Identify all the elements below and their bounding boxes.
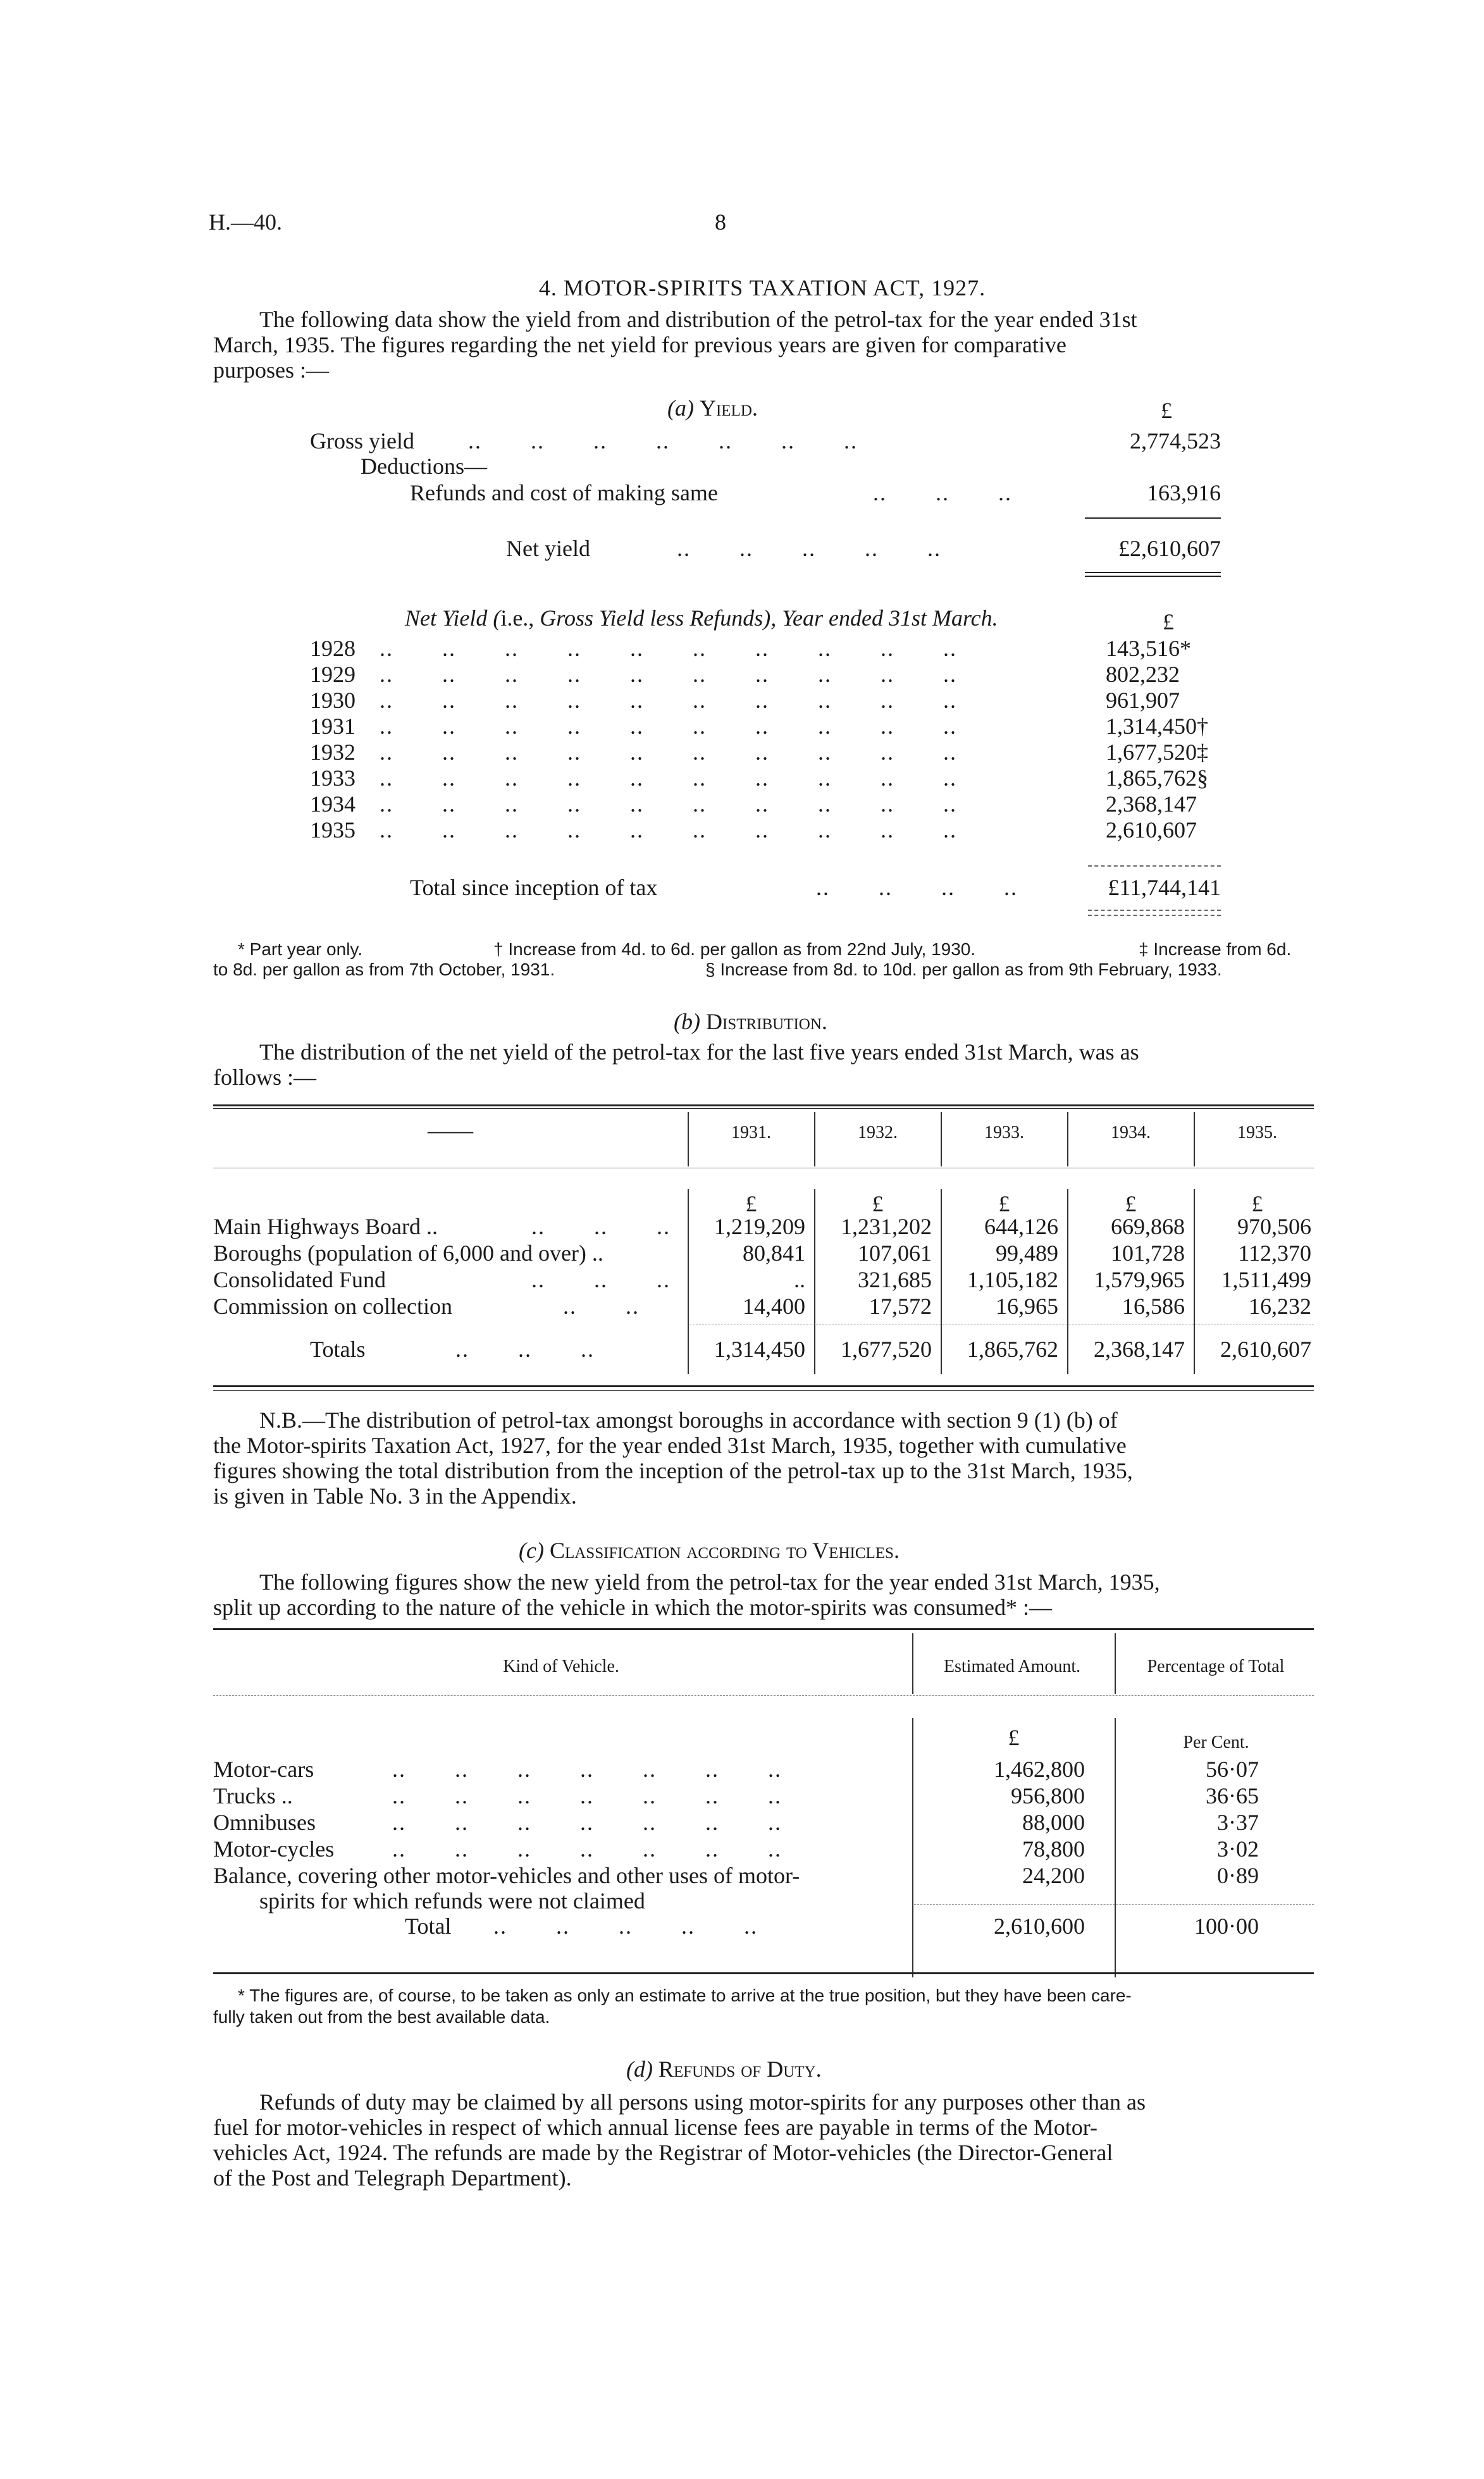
balance-amount: 24,200: [1022, 1863, 1085, 1888]
vehicle-amount: 88,000: [1022, 1810, 1085, 1835]
table-top-rule: [213, 1108, 1314, 1109]
distribution-cell: 14,400: [743, 1294, 805, 1319]
footnote: § Increase from 8d. to 10d. per gallon as from 9th February, 1933.: [705, 960, 1222, 979]
vehicle-kind: Motor-cycles: [213, 1836, 335, 1862]
column-rule: [912, 1718, 913, 1977]
distribution-row-label: Main Highways Board ..: [213, 1214, 438, 1239]
vehicle-amount: 78,800: [1022, 1836, 1085, 1862]
refunds-value: 163,916: [1147, 480, 1221, 505]
distribution-cell: 1,511,499: [1221, 1267, 1311, 1292]
history-year: 1930: [310, 688, 356, 713]
gross-yield-label: Gross yield: [310, 428, 414, 454]
col-estimated-amount: Estimated Amount.: [943, 1657, 1081, 1676]
distribution-cell: 16,965: [996, 1294, 1058, 1319]
dot-leader: .. .. .. .. .. .. .. .. .. ..: [380, 817, 957, 843]
distribution-total-cell: 1,865,762: [967, 1337, 1058, 1362]
yield-currency: £: [1161, 398, 1172, 423]
vehicle-kind: Trucks ..: [213, 1783, 293, 1808]
distribution-cell: 101,728: [1111, 1240, 1185, 1266]
history-year: 1935: [310, 817, 356, 843]
distribution-heading: (b) Distribution.: [674, 1009, 827, 1034]
footnote: * Part year only.: [238, 939, 363, 959]
column-rule: [1194, 1189, 1195, 1374]
dot-leader: .. .. ..: [531, 1214, 671, 1239]
distribution-currency: £: [745, 1191, 757, 1216]
history-year: 1929: [310, 662, 356, 687]
vehicle-amount: 956,800: [1011, 1783, 1085, 1808]
vehicle-amount: 1,462,800: [994, 1757, 1085, 1782]
history-currency: £: [1163, 609, 1174, 634]
history-year: 1933: [310, 765, 356, 791]
distribution-year-header: 1932.: [858, 1123, 898, 1142]
distribution-cell: 321,685: [858, 1267, 932, 1292]
distribution-total-cell: 1,314,450: [714, 1337, 805, 1362]
history-value: 802,232: [1106, 662, 1180, 687]
section-title: 4. MOTOR-SPIRITS TAXATION ACT, 1927.: [538, 275, 986, 300]
distribution-row-label: Commission on collection: [213, 1294, 452, 1319]
vehicle-kind: Motor-cars: [213, 1757, 314, 1782]
dot-leader: .. .. .. .. .. .. .. .. .. ..: [380, 739, 957, 765]
dot-leader: .. .. .. .. .. .. ..: [392, 1757, 782, 1782]
subtotal-rule: [1085, 517, 1221, 519]
nb-paragraph: figures showing the total distribution from the inception of the petrol-tax up to the 31st March, 1935,: [213, 1458, 1133, 1483]
total-since-inception-value: £11,744,141: [1108, 875, 1221, 900]
amount-currency: £: [1008, 1725, 1020, 1750]
vehicle-kind: Omnibuses: [213, 1810, 316, 1835]
balance-pct: 0·89: [1217, 1863, 1259, 1888]
distribution-intro: follows :—: [213, 1065, 317, 1090]
distribution-intro: The distribution of the net yield of the petrol-tax for the last five years ended 31st March, was as: [259, 1039, 1139, 1065]
column-rule: [1115, 1718, 1116, 1977]
table-bottom-rule: [213, 1972, 1314, 1974]
distribution-cell: 99,489: [996, 1240, 1058, 1266]
distribution-total-cell: 1,677,520: [841, 1337, 932, 1362]
double-rule: [1085, 576, 1221, 577]
refunds-heading: (d) Refunds of Duty.: [626, 2056, 822, 2082]
deductions-label: Deductions—: [361, 454, 487, 479]
distribution-cell: 1,231,202: [841, 1214, 932, 1239]
dot-leader: .. .. .. .. .. .. .. .. .. ..: [380, 636, 957, 661]
table-bottom-rule: [213, 1385, 1314, 1387]
page-number: 8: [715, 209, 726, 235]
distribution-year-header: 1933.: [984, 1123, 1024, 1142]
net-yield-value: £2,610,607: [1118, 536, 1221, 561]
footnote: to 8d. per gallon as from 7th October, 1931.: [213, 960, 555, 979]
dot-leader: .. .. .. .. .. .. ..: [392, 1810, 782, 1835]
nb-paragraph: N.B.—The distribution of petrol-tax amongst boroughs in accordance with section 9 (1) (b) of: [259, 1407, 1118, 1433]
refunds-label: Refunds and cost of making same: [410, 480, 718, 505]
history-year: 1928: [310, 636, 356, 661]
distribution-cell: 669,868: [1111, 1214, 1185, 1239]
distribution-total-cell: 2,610,607: [1220, 1337, 1311, 1362]
distribution-cell: 17,572: [869, 1294, 932, 1319]
classification-footnote: * The figures are, of course, to be taken as only an estimate to arrive at the true position, but they have been care-: [238, 1986, 1132, 2005]
history-value: 2,368,147: [1106, 791, 1197, 817]
table-bottom-rule: [213, 1390, 1314, 1391]
dot-leader: .. .. ..: [873, 480, 1012, 505]
distribution-row-label: Boroughs (population of 6,000 and over) ..: [213, 1240, 603, 1266]
classification-total-pct: 100·00: [1194, 1913, 1259, 1939]
column-rule: [1067, 1189, 1068, 1374]
dot-leader: .. .. .. .. .. .. ..: [468, 428, 858, 454]
refunds-paragraph: Refunds of duty may be claimed by all persons using motor-spirits for any purposes other than as: [259, 2089, 1146, 2115]
vehicle-pct: 36·65: [1206, 1783, 1259, 1808]
dot-leader: .. .. .. .. .. .. .. .. .. ..: [380, 765, 957, 791]
distribution-year-header: 1931.: [731, 1123, 771, 1142]
history-year: 1934: [310, 791, 356, 817]
table-top-rule: [213, 1628, 1314, 1630]
gross-yield-value: 2,774,523: [1130, 428, 1221, 454]
distribution-cell: 644,126: [984, 1214, 1058, 1239]
nb-paragraph: the Motor-spirits Taxation Act, 1927, for the year ended 31st March, 1935, together with cumulative: [213, 1433, 1127, 1458]
column-rule: [688, 1112, 689, 1166]
distribution-cell: 107,061: [858, 1240, 932, 1266]
column-rule: [941, 1189, 942, 1374]
dot-leader: .. .. .. .. .. .. .. .. .. ..: [380, 714, 957, 739]
distribution-cell: ..: [794, 1267, 805, 1292]
intro-line: The following data show the yield from and distribution of the petrol-tax for the year ended 31st: [259, 307, 1137, 332]
distribution-currency: £: [998, 1191, 1010, 1216]
col-kind-of-vehicle: Kind of Vehicle.: [503, 1657, 619, 1676]
column-rule: [1194, 1112, 1195, 1166]
distribution-total-cell: 2,368,147: [1094, 1337, 1185, 1362]
column-rule: [1067, 1112, 1068, 1166]
vehicle-pct: 56·07: [1206, 1757, 1259, 1782]
dot-leader: .. .. .. .. .. .. .. .. .. ..: [380, 791, 957, 817]
table-top-rule: [213, 1104, 1314, 1106]
history-value: 2,610,607: [1106, 817, 1197, 843]
report-code: H.—40.: [209, 209, 282, 235]
dot-leader: .. .. .. .. .. .. .. .. .. ..: [380, 688, 957, 713]
distribution-year-header: 1935.: [1237, 1123, 1277, 1142]
history-year: 1931: [310, 714, 356, 739]
dot-leader: .. .. .. .. .. .. .. .. .. ..: [380, 662, 957, 687]
history-value: 1,865,762§: [1106, 765, 1208, 791]
history-value: 1,314,450†: [1106, 714, 1208, 739]
history-value: 961,907: [1106, 688, 1180, 713]
distribution-cell: 80,841: [743, 1240, 805, 1266]
history-value: 1,677,520‡: [1106, 739, 1208, 765]
balance-label: Balance, covering other motor-vehicles and other uses of motor-: [213, 1863, 800, 1888]
history-year: 1932: [310, 739, 356, 765]
intro-line: purposes :—: [213, 357, 329, 383]
distribution-cell: 16,586: [1122, 1294, 1185, 1319]
distribution-cell: 112,370: [1238, 1240, 1311, 1266]
percent-unit: Per Cent.: [1183, 1733, 1249, 1752]
yield-heading: (a) Yield.: [667, 395, 758, 421]
header-rule: [213, 1695, 1314, 1696]
classification-footnote: fully taken out from the best available data.: [213, 2007, 550, 2027]
vehicle-pct: 3·02: [1217, 1836, 1259, 1862]
column-rule: [814, 1112, 815, 1166]
history-value: 143,516*: [1106, 636, 1191, 661]
distribution-cell: 1,579,965: [1094, 1267, 1185, 1292]
double-rule: [1088, 915, 1221, 916]
dot-leader: .. .. ..: [531, 1267, 671, 1292]
refunds-paragraph: of the Post and Telegraph Department).: [213, 2165, 572, 2191]
double-rule: [1088, 910, 1221, 911]
dot-leader: .. .. .. .. .. .. ..: [392, 1783, 782, 1808]
distribution-cell: 1,105,182: [967, 1267, 1058, 1292]
distribution-currency: £: [872, 1191, 884, 1216]
column-rule: [688, 1189, 689, 1374]
column-rule: [1115, 1633, 1116, 1694]
intro-line: March, 1935. The figures regarding the net yield for previous years are given for comparative: [213, 332, 1067, 357]
distribution-cell: 1,219,209: [714, 1214, 805, 1239]
classification-total-label: Total: [405, 1913, 452, 1939]
refunds-paragraph: vehicles Act, 1924. The refunds are made by the Registrar of Motor-vehicles (the Director-General: [213, 2140, 1113, 2165]
distribution-row-label: Consolidated Fund: [213, 1267, 386, 1292]
classification-intro: split up according to the nature of the vehicle in which the motor-spirits was consumed* :—: [213, 1595, 1052, 1620]
column-rule: [941, 1112, 942, 1166]
nb-paragraph: is given in Table No. 3 in the Appendix.: [213, 1483, 577, 1509]
dot-leader: .. .. .. .. .. .. ..: [392, 1836, 782, 1862]
total-since-inception-label: Total since inception of tax: [410, 875, 658, 900]
net-yield-history-heading: Net Yield (i.e., Gross Yield less Refunds), Year ended 31st March.: [405, 605, 998, 631]
classification-heading: (c) Classification according to Vehicles.: [519, 1538, 900, 1563]
dot-leader: .. .. .. ..: [816, 875, 1018, 900]
dot-leader: .. ..: [563, 1294, 640, 1319]
subtotal-rule: [1088, 865, 1221, 867]
dot-leader: .. .. .. .. ..: [493, 1913, 758, 1939]
classification-intro: The following figures show the new yield from the petrol-tax for the year ended 31st March, 1935,: [259, 1569, 1160, 1595]
distribution-cell: 970,506: [1237, 1214, 1311, 1239]
refunds-paragraph: fuel for motor-vehicles in respect of which annual license fees are payable in terms of the Motor-: [213, 2115, 1098, 2140]
net-yield-label: Net yield: [506, 536, 590, 561]
double-rule: [1085, 572, 1221, 573]
column-rule: [814, 1189, 815, 1374]
distribution-totals-label: Totals: [310, 1337, 366, 1362]
distribution-year-header: 1934.: [1111, 1123, 1151, 1142]
total-rule: [914, 1904, 1314, 1905]
dot-leader: .. .. ..: [455, 1337, 595, 1362]
classification-total-amount: 2,610,600: [994, 1913, 1085, 1939]
balance-label: spirits for which refunds were not claimed: [259, 1888, 645, 1913]
footnote: ‡ Increase from 6d.: [1139, 939, 1292, 959]
col-percentage: Percentage of Total: [1147, 1657, 1285, 1676]
distribution-cell: 16,232: [1249, 1294, 1311, 1319]
footnote: † Increase from 4d. to 6d. per gallon as from 22nd July, 1930.: [493, 939, 976, 959]
vehicle-pct: 3·37: [1217, 1810, 1259, 1835]
column-rule: [912, 1633, 913, 1694]
distribution-corner: ——: [428, 1118, 473, 1143]
distribution-currency: £: [1125, 1191, 1137, 1216]
distribution-currency: £: [1251, 1191, 1263, 1216]
dot-leader: .. .. .. .. ..: [677, 536, 941, 561]
